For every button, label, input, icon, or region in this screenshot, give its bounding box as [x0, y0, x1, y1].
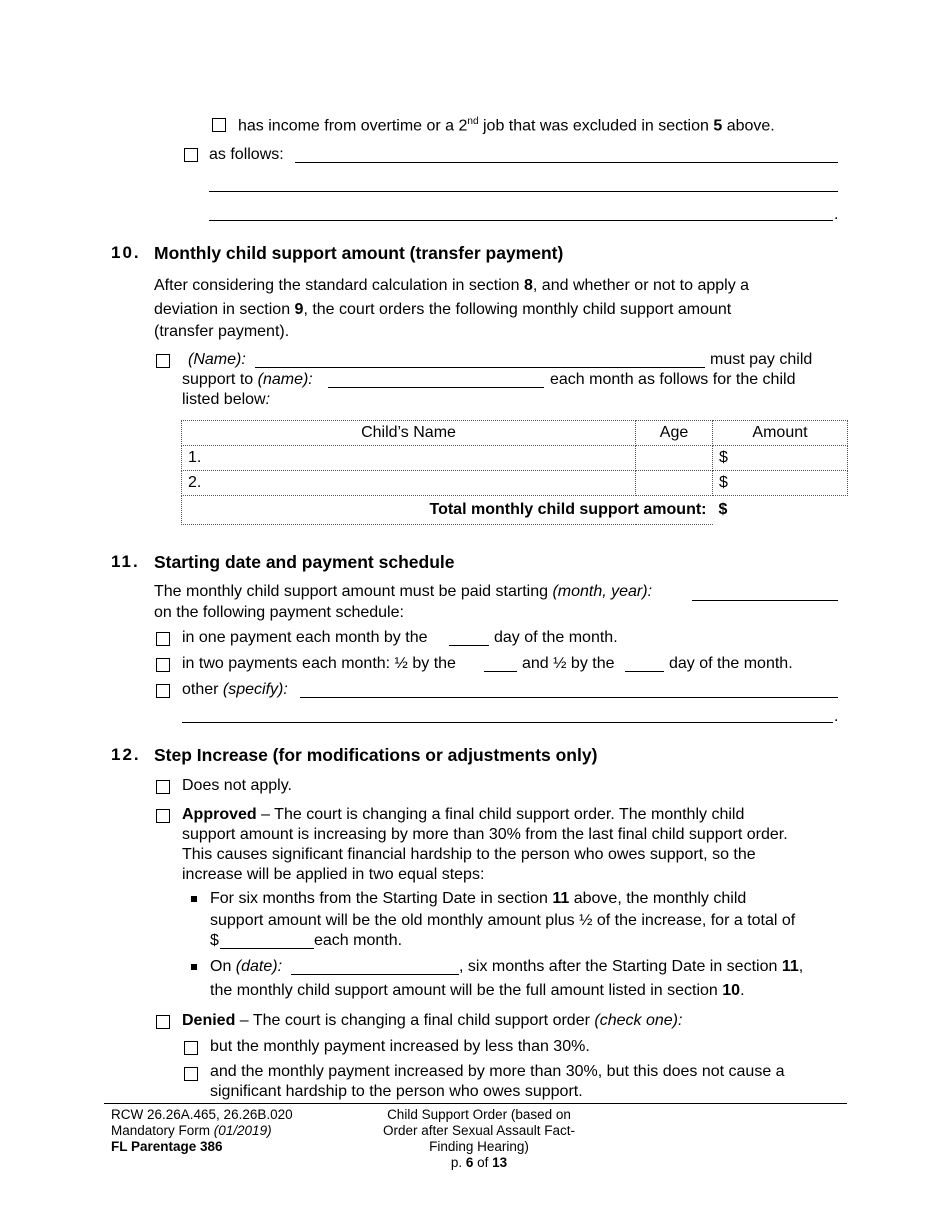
footer-rcw: RCW 26.26A.465, 26.26B.020 — [111, 1107, 293, 1122]
one-payment-text-b: day of the month. — [494, 629, 618, 646]
column-header: Child’s Name — [182, 421, 636, 446]
overtime-text: has income from overtime or a 2nd job that was excluded in section 5 above. — [238, 116, 775, 135]
child-age-cell[interactable] — [636, 446, 713, 471]
bullet-icon — [191, 964, 197, 970]
child-name-cell[interactable]: 1. — [182, 446, 636, 471]
start-date-text: The monthly child support amount must be paid starting (month, year): — [154, 583, 653, 600]
start-date-field[interactable] — [692, 600, 838, 601]
step-one-line-2: support amount will be the old monthly amount plus ½ of the increase, for a total of — [210, 912, 796, 929]
two-payments-text-b: and ½ by the — [522, 655, 615, 672]
payer-checkbox[interactable] — [156, 354, 170, 368]
step-two-line-1: , six months after the Starting Date in section 11, — [459, 958, 804, 975]
section-12-title: Step Increase (for modifications or adjustments only) — [154, 745, 598, 765]
footer-title-2: Order after Sexual Assault Fact- — [382, 1123, 576, 1138]
child-amount-cell[interactable]: $ — [713, 446, 848, 471]
as-follows-line-1[interactable] — [295, 162, 838, 163]
section-10-paragraph-line-2: deviation in section 9, the court orders the following monthly child support amount — [154, 301, 732, 318]
denied-checkbox[interactable] — [156, 1015, 170, 1029]
two-payments-day2-field[interactable] — [625, 671, 664, 672]
approved-checkbox[interactable] — [156, 809, 170, 823]
other-schedule-field-1[interactable] — [300, 697, 838, 698]
schedule-intro-text: on the following payment schedule: — [154, 604, 404, 621]
as-follows-line-3[interactable] — [209, 220, 833, 221]
step-two-on: On (date): — [210, 958, 283, 975]
step-two-line-2: the monthly child support amount will be the full amount listed in section 10. — [210, 982, 745, 999]
footer-form-id: FL Parentage 386 — [111, 1139, 223, 1154]
less-than-30-text: but the monthly payment increased by less than 30%. — [210, 1038, 590, 1055]
total-label-cell: Total monthly child support amount: — [182, 496, 713, 525]
footer-mandatory: Mandatory Form (01/2019) — [111, 1123, 272, 1138]
step-two-date-field[interactable] — [291, 974, 459, 975]
table-row — [182, 471, 848, 496]
step-one-each-month: each month. — [314, 932, 403, 949]
support-to-text: support to (name): — [182, 371, 313, 388]
child-amount-cell[interactable]: $ — [713, 471, 848, 496]
overtime-checkbox[interactable] — [212, 118, 226, 132]
step-one-amount-field[interactable] — [220, 948, 314, 949]
bullet-icon — [191, 896, 197, 902]
column-header: Amount — [713, 421, 848, 446]
step-one-dollar: $ — [210, 932, 219, 949]
section-10-paragraph-line-1: After considering the standard calculation in section 8, and whether or not to apply a — [154, 277, 750, 294]
must-pay-text: must pay child — [710, 351, 813, 368]
table-row — [182, 446, 848, 471]
table-header-row — [182, 421, 848, 446]
footer-title-1: Child Support Order (based on — [387, 1107, 571, 1122]
total-amount-cell[interactable]: $ — [718, 501, 728, 519]
as-follows-line-2[interactable] — [209, 191, 838, 192]
period: . — [834, 206, 839, 223]
listed-below-text: listed below: — [182, 391, 271, 408]
two-payments-text-a: in two payments each month: ½ by the — [182, 655, 456, 672]
two-payments-text-c: day of the month. — [669, 655, 793, 672]
child-support-table — [181, 420, 848, 525]
footer-title-3: Finding Hearing) — [429, 1139, 529, 1154]
period: . — [834, 708, 839, 725]
each-month-text: each month as follows for the child — [550, 371, 796, 388]
section-10-title: Monthly child support amount (transfer payment) — [154, 243, 564, 263]
denied-line: Denied – The court is changing a final child support order (check one): — [182, 1012, 683, 1029]
footer-divider — [104, 1103, 847, 1104]
other-schedule-field-2[interactable] — [182, 722, 833, 723]
child-age-cell[interactable] — [636, 471, 713, 496]
other-schedule-checkbox[interactable] — [156, 684, 170, 698]
does-not-apply-checkbox[interactable] — [156, 780, 170, 794]
other-schedule-label: other (specify): — [182, 681, 288, 698]
no-hardship-checkbox[interactable] — [184, 1067, 198, 1081]
approved-line-1: Approved – The court is changing a final child support order. The monthly child — [182, 806, 745, 823]
column-header: Age — [636, 421, 713, 446]
one-payment-checkbox[interactable] — [156, 632, 170, 646]
as-follows-label: as follows: — [209, 146, 284, 163]
approved-line-4: increase will be applied in two equal steps: — [182, 866, 485, 883]
section-11-number: 11. — [111, 552, 140, 571]
footer-page-number: p. 6 of 13 — [450, 1155, 508, 1170]
as-follows-checkbox[interactable] — [184, 148, 198, 162]
section-10-paragraph-line-3: (transfer payment). — [154, 323, 290, 340]
table-total-row — [182, 496, 848, 525]
less-than-30-checkbox[interactable] — [184, 1041, 198, 1055]
no-hardship-line-2: significant hardship to the person who owes support. — [210, 1083, 583, 1100]
child-name-cell[interactable]: 2. — [182, 471, 636, 496]
payer-name-field[interactable] — [255, 367, 705, 368]
two-payments-day1-field[interactable] — [484, 671, 517, 672]
section-12-number: 12. — [111, 745, 141, 764]
does-not-apply-text: Does not apply. — [182, 777, 292, 794]
no-hardship-line-1: and the monthly payment increased by more than 30%, but this does not cause a — [210, 1063, 785, 1080]
payee-name-field[interactable] — [328, 387, 544, 388]
payer-name-label: (Name): — [188, 351, 246, 368]
one-payment-text-a: in one payment each month by the — [182, 629, 428, 646]
section-11-title: Starting date and payment schedule — [154, 552, 455, 572]
section-10-number: 10. — [111, 243, 141, 262]
two-payments-checkbox[interactable] — [156, 658, 170, 672]
one-payment-day-field[interactable] — [449, 645, 489, 646]
approved-line-2: support amount is increasing by more than 30% from the last final child support order. — [182, 826, 788, 843]
approved-line-3: This causes significant financial hardship to the person who owes support, so the — [182, 846, 756, 863]
step-one-line-1: For six months from the Starting Date in section 11 above, the monthly child — [210, 890, 747, 907]
